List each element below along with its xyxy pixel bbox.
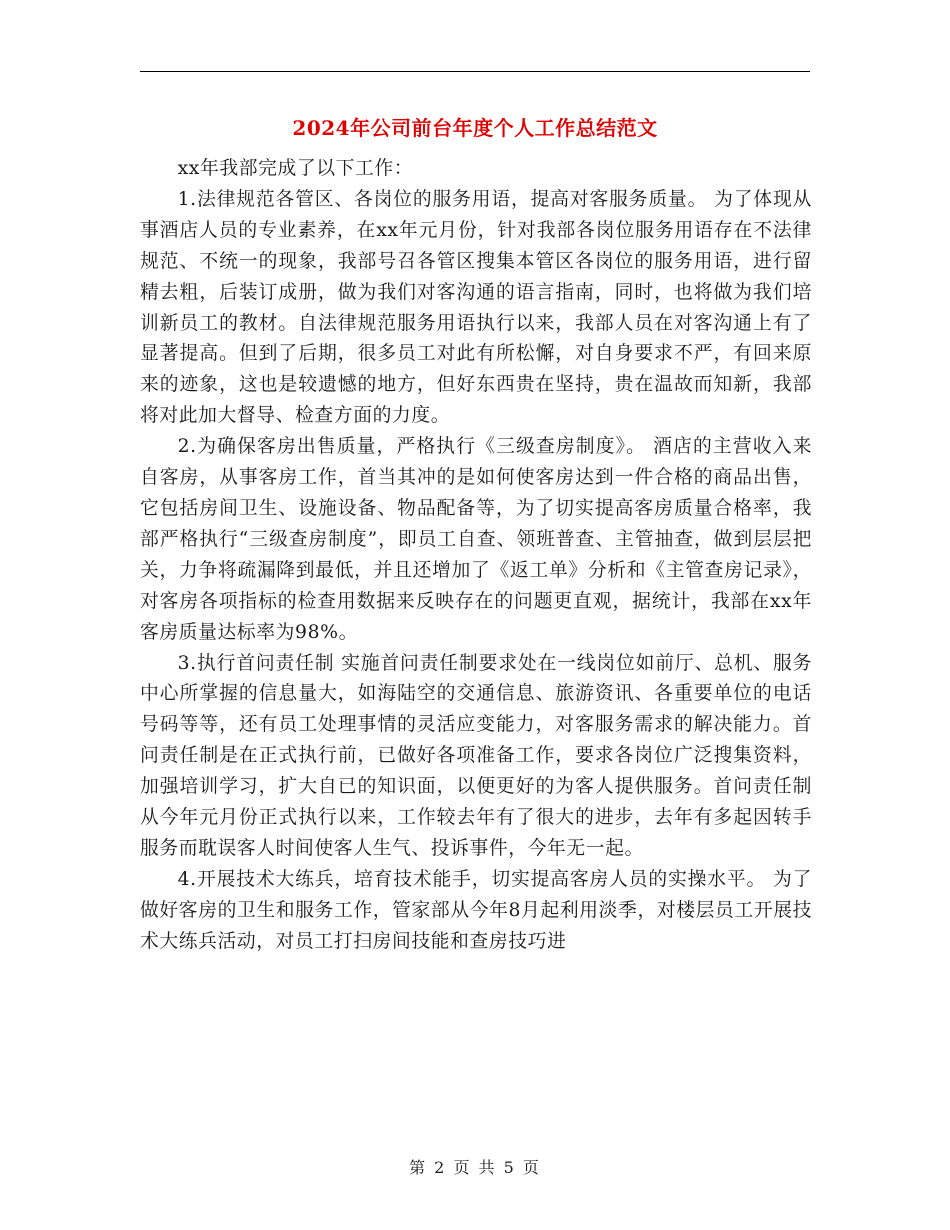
paragraph-intro: xx年我部完成了以下工作： bbox=[177, 158, 414, 179]
paragraph-1: 1.法律规范各管区、各岗位的服务用语，提高对客服务质量。 为了体现从事酒店人员的专业素养，在xx年元月份，针对我部各岗位服务用语存在不法律规范、不统一的现象，我部号召各管区搜集本管区各岗位的服务用语，进行留精去粗，后装订成册，做为我们对客沟通的语言指南，同时，也将做为我们培训新员工的教材。自法律规范服务用语执行以来，我部人员在对客沟通上有了显著提高。但到了后期，很多员工对此有所松懈，对自身要求不严，有回来原来的迹象，这也是较遗憾的地方，但好东西贵在坚持，贵在温故而知新，我部将对此加大督导、检查方面的力度。 bbox=[140, 188, 812, 427]
page-footer: 第 2 页 共 5 页 bbox=[409, 1158, 541, 1177]
paragraph-4: 4.开展技术大练兵，培育技术能手，切实提高客房人员的实操水平。 为了做好客房的卫生和服务工作，管家部从今年8月起利用淡季，对楼层员工开展技术大练兵活动，对员工打扫房间技能和查房技巧进 bbox=[140, 868, 812, 952]
paragraph-2: 2.为确保客房出售质量，严格执行《三级查房制度》。 酒店的主营收入来自客房，从事客房工作，首当其冲的是如何使客房达到一件合格的商品出售，它包括房间卫生、设施设备、物品配备等，为了切实提高客房质量合格率，我部严格执行“三级查房制度”，即员工自查、领班普查、主管抽查，做到层层把关，力争将疏漏降到最低，并且还增加了《返工单》分析和《主管查房记录》，对客房各项指标的检查用数据来反映存在的问题更直观，据统计，我部在xx年客房质量达标率为98%。 bbox=[140, 436, 812, 643]
document-body bbox=[140, 154, 812, 958]
document-title: 2024年公司前台年度个人工作总结范文 bbox=[292, 116, 658, 140]
header-rule bbox=[140, 71, 810, 72]
paragraph-3: 3.执行首问责任制 实施首问责任制要求处在一线岗位如前厅、总机、服务中心所掌握的信息量大，如海陆空的交通信息、旅游资讯、各重要单位的电话号码等等，还有员工处理事情的灵活应变能力，对客服务需求的解决能力。首问责任制是在正式执行前，已做好各项准备工作，要求各岗位广泛搜集资料，加强培训学习，扩大自已的知识面，以便更好的为客人提供服务。首问责任制从今年元月份正式执行以来，工作较去年有了很大的进步，去年有多起因转手服务而耽误客人时间使客人生气、投诉事件，今年无一起。 bbox=[140, 652, 812, 859]
